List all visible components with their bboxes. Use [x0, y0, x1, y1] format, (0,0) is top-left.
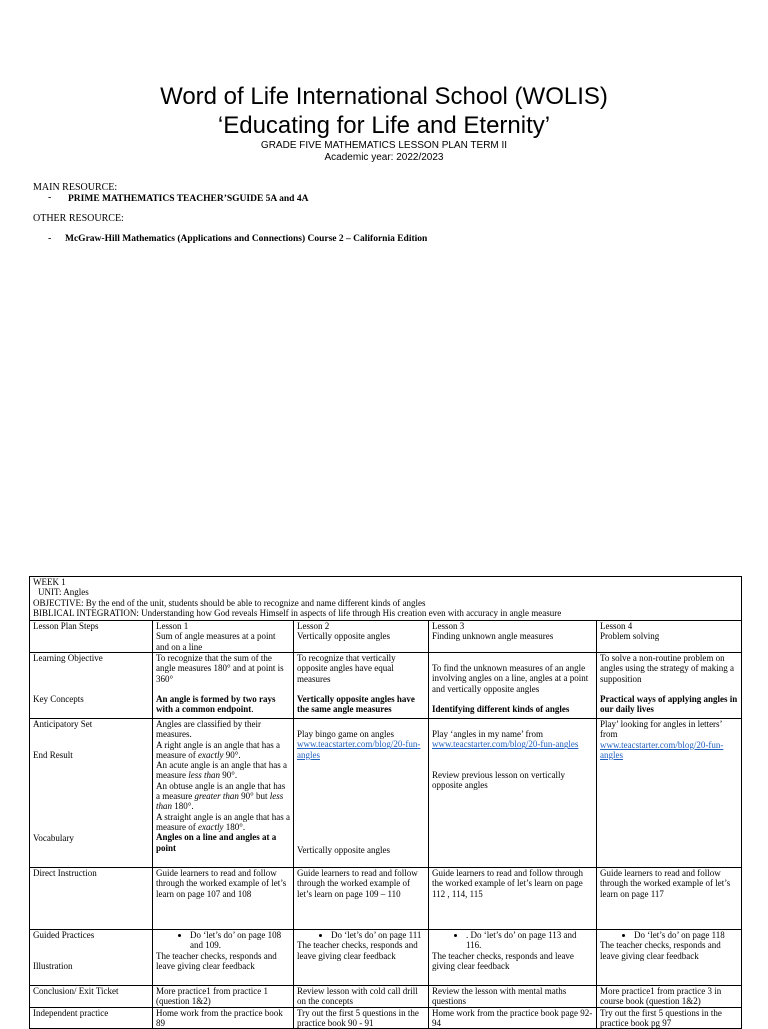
lesson3-illustration: The teacher checks, responds and leave giving clear feedback [432, 950, 574, 971]
illustration-label: Illustration [33, 961, 73, 972]
lesson4-direct-instruction: Guide learners to read and follow through the worked example of let’s learn on page 117 [597, 868, 742, 930]
school-motto: ‘Educating for Life and Eternity’ [217, 112, 551, 139]
lesson1-objective-cell [153, 653, 294, 719]
biblical-integration-text: BIBLICAL INTEGRATION: Understanding how God reveals Himself in aspects of life through His creation even with accuracy in angle measure [33, 607, 562, 618]
lesson3-key-concept: Identifying different kinds of angles [432, 703, 570, 714]
lesson1-conclusion: More practice1 from practice 1 (question 1&2) [153, 986, 294, 1008]
anticipatory-steps-cell [30, 719, 153, 868]
other-resource-dash: - [48, 233, 52, 244]
lesson4-heading [597, 621, 742, 653]
guided-practice-row [30, 930, 742, 986]
lesson1-key-concept: An angle is formed by two rays with a common endpoint. [156, 693, 276, 715]
plan-title: GRADE FIVE MATHEMATICS LESSON PLAN TERM II [260, 140, 508, 151]
lesson1-ant-acute-angle: An acute angle is an angle that has a measure less than 90°. [156, 760, 287, 781]
lesson3-end-result: Review previous lesson on vertically opposite angles [432, 769, 565, 790]
lesson3-independent: Home work from the practice book page 92-94 [429, 1007, 597, 1029]
direct-instruction-row [30, 868, 742, 930]
key-concepts-label: Key Concepts [33, 694, 84, 705]
lesson4-objective: To solve a non-routine problem on angles using the strategy of making a supposition [600, 653, 734, 684]
anticipatory-set-label: Anticipatory Set [33, 719, 93, 729]
other-resource-label: OTHER RESOURCE: [33, 213, 124, 224]
objective-steps-cell [30, 653, 153, 719]
conclusion-row [30, 986, 742, 1008]
lesson4-topic: Problem solving [600, 631, 660, 642]
steps-header: Lesson Plan Steps [30, 621, 153, 653]
lesson4-anticipatory-cell [597, 719, 742, 868]
week-info-row [30, 577, 742, 621]
lesson1-vocabulary: Angles on a line and angles at a point [156, 832, 277, 853]
lesson1-illustration: The teacher checks, responds and leave giving clear feedback [156, 950, 277, 971]
lesson1-independent: Home work from the practice book 89 [153, 1007, 294, 1029]
lesson3-objective-cell [429, 653, 597, 719]
lesson4-conclusion: More practice1 from practice 3 in course book (question 1&2) [597, 986, 742, 1008]
lesson2-fun-angles-link[interactable]: www.teacstarter.com/blog/20-fun-angles [297, 739, 421, 760]
lesson4-illustration: The teacher checks, responds and leave giving clear feedback [600, 940, 721, 961]
objective-row [30, 653, 742, 719]
independent-practice-row [30, 1007, 742, 1029]
objective-text: OBJECTIVE: By the end of the unit, students should be able to recognize and name different kinds of angles [33, 597, 426, 608]
lesson2-objective-cell [294, 653, 429, 719]
lesson3-label: Lesson 3 [432, 621, 465, 631]
lesson3-guided-cell [429, 930, 597, 986]
lesson4-label: Lesson 4 [600, 621, 633, 631]
lesson3-guided-bullet: • . Do ‘let’s do’ on page 113 and 116. [466, 930, 593, 951]
lesson2-guided-bullet: • Do ‘let’s do’ on page 111 [331, 930, 425, 940]
lesson2-topic: Vertically opposite angles [297, 631, 390, 642]
lesson1-anticipatory-cell [153, 719, 294, 868]
lesson4-independent: Try out the first 5 questions in the practice book pg 97 [597, 1007, 742, 1029]
lesson2-vocabulary: Vertically opposite angles [297, 844, 390, 855]
lesson1-ant-classified: Angles are classified by their measures. [156, 719, 261, 740]
lesson1-ant-straight-angle: A straight angle is an angle that has a measure of exactly 180°. [156, 811, 290, 832]
week-info-cell [30, 577, 742, 621]
lesson2-independent: Try out the first 5 questions in the practice book 90 - 91 [294, 1007, 429, 1029]
guided-practices-label: Guided Practices [33, 930, 95, 940]
lesson3-anticipatory-cell [429, 719, 597, 868]
lesson4-fun-angles-link[interactable]: www.teacstarter.com/blog/20-fun-angles [600, 739, 724, 760]
lesson2-guided-cell [294, 930, 429, 986]
document-header [0, 82, 768, 164]
lesson3-direct-instruction: Guide learners to read and follow through the worked example of let’s learn on page 112 , 114, 115 [429, 868, 597, 930]
lesson2-anticipatory-cell [294, 719, 429, 868]
lesson1-direct-instruction: Guide learners to read and follow through the worked example of let’s learn on page 107 and 108 [153, 868, 294, 930]
main-resource-label: MAIN RESOURCE: [33, 182, 118, 193]
lesson4-key-concept: Practical ways of applying angles in our daily lives [600, 693, 738, 715]
lesson1-heading [153, 621, 294, 653]
anticipatory-row [30, 719, 742, 868]
lesson1-objective: To recognize that the sum of the angle measures 180° and at point is 360° [156, 653, 284, 684]
lesson3-topic: Finding unknown angle measures [432, 631, 554, 642]
lesson1-ant-obtuse-angle: An obtuse angle is an angle that has a measure greater than 90° but less than 180°. [156, 780, 286, 812]
main-resource-item: PRIME MATHEMATICS TEACHER’SGUIDE 5A and 4A [68, 194, 309, 204]
lesson2-label: Lesson 2 [297, 621, 330, 631]
lesson1-topic: Sum of angle measures at a point and on a line [156, 631, 276, 652]
lesson2-conclusion: Review lesson with cold call drill on the concepts [294, 986, 429, 1008]
lesson1-label: Lesson 1 [156, 621, 189, 631]
unit-label: UNIT: Angles [38, 587, 89, 598]
other-resource-item: McGraw-Hill Mathematics (Applications and Connections) Course 2 – California Edition [65, 234, 428, 244]
learning-objective-label: Learning Objective [33, 653, 103, 663]
conclusion-label: Conclusion/ Exit Ticket [30, 986, 153, 1008]
main-resource-dash: - [48, 192, 52, 203]
lesson-heading-row [30, 621, 742, 653]
lesson2-heading [294, 621, 429, 653]
lesson2-objective: To recognize that vertically opposite angles have equal measures [297, 653, 396, 684]
lesson-plan-table [29, 576, 742, 1029]
lesson3-objective: To find the unknown measures of an angle involving angles on a line, angles at a point and vertically opposite angles [432, 663, 589, 694]
direct-instruction-label: Direct Instruction [30, 868, 153, 930]
lesson1-guided-cell [153, 930, 294, 986]
lesson4-guided-cell [597, 930, 742, 986]
lesson4-objective-cell [597, 653, 742, 719]
vocabulary-label: Vocabulary [33, 832, 74, 843]
lesson2-ant-text: Play bingo game on angles [297, 729, 394, 739]
lesson2-key-concept: Vertically opposite angles have the same angle measures [297, 693, 415, 715]
guided-steps-cell [30, 930, 153, 986]
end-result-label: End Result [33, 750, 73, 761]
lesson2-illustration: The teacher checks, responds and leave giving clear feedback [297, 940, 418, 961]
lesson3-heading [429, 621, 597, 653]
lesson3-fun-angles-link[interactable]: www.teacstarter.com/blog/20-fun-angles [432, 739, 579, 750]
school-name: Word of Life International School (WOLIS) [160, 83, 608, 110]
week-label: WEEK 1 [33, 577, 66, 587]
lesson4-ant-text: Play’ looking for angles in letters’ from [600, 719, 722, 740]
lesson3-conclusion: Review the lesson with mental maths questions [429, 986, 597, 1008]
independent-practice-label: Independent practice [30, 1007, 153, 1029]
lesson3-ant-text: Play ‘angles in my name’ from [432, 729, 544, 739]
lesson1-guided-bullet: • Do ‘let’s do’ on page 108 and 109. [190, 930, 290, 951]
lesson2-direct-instruction: Guide learners to read and follow through the worked example of let’s learn on page 109 – 110 [294, 868, 429, 930]
lesson4-guided-bullet: • Do ‘let’s do’ on page 118 [634, 930, 738, 940]
academic-year: Academic year: 2022/2023 [324, 152, 444, 163]
lesson1-ant-right-angle: A right angle is an angle that has a measure of exactly 90°. [156, 739, 280, 760]
